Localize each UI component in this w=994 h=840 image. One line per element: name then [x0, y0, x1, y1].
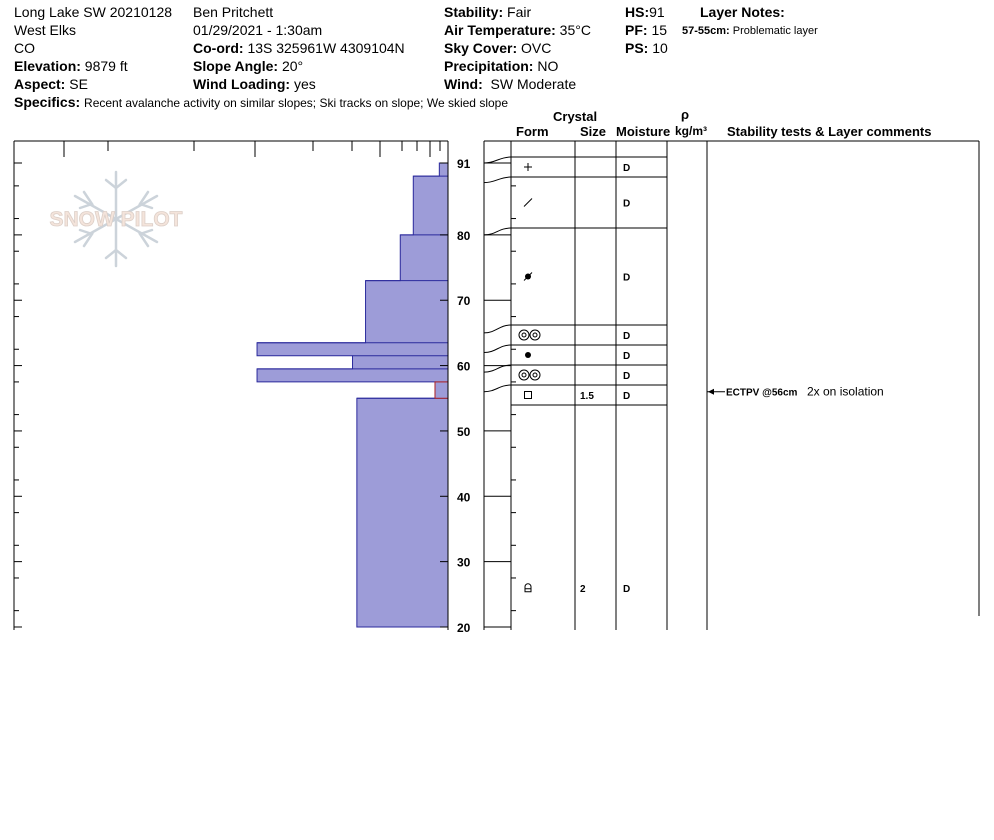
observer: Ben Pritchett — [193, 4, 274, 20]
crystal-form-square-icon — [525, 392, 532, 399]
slope-label: Slope Angle: — [193, 58, 279, 74]
airtemp-value: 35°C — [559, 22, 591, 38]
windload-label: Wind Loading: — [193, 76, 291, 92]
sky-label: Sky Cover: — [444, 40, 518, 56]
ring-right — [530, 370, 540, 380]
elevation-value: 9879 ft — [84, 58, 128, 74]
precip-value: NO — [537, 58, 559, 74]
crystal-form-+-icon — [524, 163, 532, 171]
ring-left-inner — [522, 333, 526, 337]
layer-connector-1 — [484, 177, 511, 183]
density-unit-header: kg/m³ — [675, 124, 708, 138]
depth-label-3: 60 — [457, 359, 471, 374]
layer-notes-label: Layer Notes: — [700, 4, 785, 20]
crystal-form-dot-icon — [525, 352, 531, 358]
layer-moisture-5: D — [623, 371, 631, 382]
cup — [525, 584, 531, 592]
crystal-form-/-icon — [524, 199, 532, 207]
precip-label: Precipitation: — [444, 58, 534, 74]
layer-connector-2 — [484, 228, 511, 235]
sky-value: OVC — [521, 40, 552, 56]
hardness-profile — [257, 163, 448, 627]
layer-connector-3 — [484, 325, 511, 333]
ring-left — [519, 370, 529, 380]
depth-label-0: 91 — [457, 157, 471, 171]
depth-label-5: 40 — [457, 490, 471, 505]
stability-header: Stability tests & Layer comments — [727, 124, 932, 139]
depth-label-4: 50 — [457, 424, 471, 439]
depth-label-1: 80 — [457, 228, 471, 243]
arrow-left-icon — [708, 389, 714, 395]
logo-text: SNOW PILOT — [49, 208, 183, 231]
ring-left — [519, 330, 529, 340]
specifics-label: Specifics: — [14, 94, 81, 110]
snowpilot-logo — [50, 172, 183, 266]
layer-moisture-6: D — [623, 391, 631, 402]
layer-size-7: 2 — [580, 583, 586, 595]
layer-connector-0 — [484, 157, 511, 163]
slope-value: 20° — [281, 58, 304, 74]
layer-moisture-4: D — [623, 351, 631, 362]
windload-value: yes — [293, 76, 316, 92]
layer-size-6: 1.5 — [580, 391, 594, 402]
hs-value: 91 — [649, 4, 665, 20]
aspect-value: SE — [69, 76, 88, 92]
ring-right-inner — [533, 333, 537, 337]
moisture-header: Moisture — [616, 124, 671, 139]
stability-value: Fair — [507, 4, 532, 20]
layer-moisture-2: D — [623, 272, 631, 284]
stability-label: Stability: — [444, 4, 504, 20]
hardness-area — [257, 163, 448, 627]
pf-label: PF: — [625, 22, 648, 38]
depth-label-7: 20 — [457, 620, 471, 635]
layer-moisture-1: D — [623, 198, 631, 210]
datetime: 01/29/2021 - 1:30am — [193, 22, 323, 38]
crystal-form-cup-icon — [525, 584, 531, 592]
ring-left-inner — [522, 373, 526, 377]
range-name: West Elks — [14, 22, 76, 38]
specifics-text: Recent avalanche activity on similar slopes; Ski tracks on slope; We skied slope — [84, 96, 509, 110]
pf-value: 15 — [651, 22, 668, 38]
layer-note-range: 57-55cm: — [682, 25, 730, 37]
crystal-form-double-ring-icon — [519, 370, 540, 380]
rho-header: ρ — [681, 107, 690, 122]
test-name-0: ECTPV @56cm — [726, 387, 798, 399]
coord-label: Co-ord: — [193, 40, 244, 56]
airtemp-label: Air Temperature: — [444, 22, 556, 38]
slash-line — [524, 199, 532, 207]
form-header: Form — [516, 124, 549, 139]
wind-value: SW Moderate — [490, 76, 577, 92]
elevation-label: Elevation: — [14, 58, 81, 74]
ring-right-inner — [533, 373, 537, 377]
stability-tests — [707, 385, 884, 399]
site-name: Long Lake SW 20210128 — [14, 4, 173, 20]
wind-label: Wind: — [444, 76, 483, 92]
square — [525, 392, 532, 399]
ps-label: PS: — [625, 40, 649, 56]
depth-label-6: 30 — [457, 555, 471, 570]
size-header: Size — [580, 124, 607, 139]
dot — [525, 352, 531, 358]
depth-label-2: 70 — [457, 294, 471, 309]
ring-right — [530, 330, 540, 340]
layer-moisture-7: D — [623, 583, 631, 595]
layer-connector-6 — [484, 385, 511, 392]
crystal-form-dot-slash-icon — [524, 273, 532, 281]
layer-moisture-0: D — [623, 163, 631, 174]
aspect-label: Aspect: — [14, 76, 66, 92]
layer-moisture-3: D — [623, 331, 631, 342]
layer-connector-4 — [484, 345, 511, 353]
coord-value: 13S 325961W 4309104N — [247, 40, 405, 56]
hs-label: HS: — [625, 4, 650, 20]
crystal-header: Crystal — [553, 109, 598, 124]
problem-layer-marker — [435, 382, 448, 398]
ps-value: 10 — [652, 40, 668, 56]
state-name: CO — [14, 40, 35, 56]
test-comment-0: 2x on isolation — [807, 384, 884, 399]
crystal-form-double-ring-icon — [519, 330, 540, 340]
layer-note-text: Problematic layer — [732, 25, 818, 37]
